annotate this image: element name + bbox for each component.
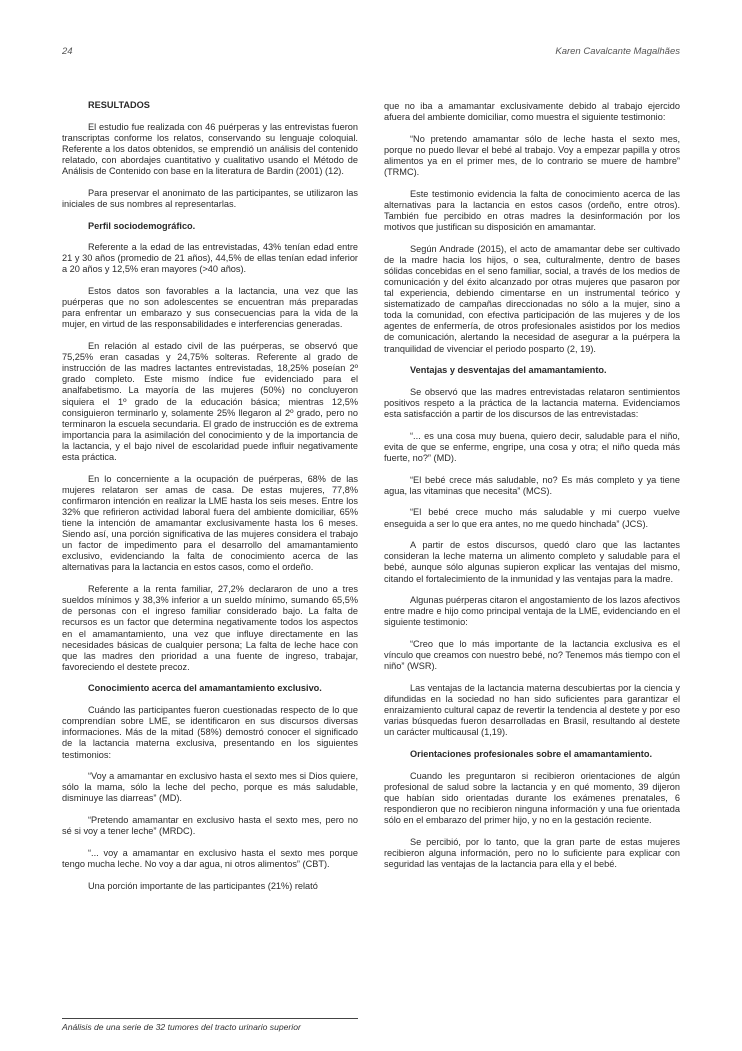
paragraph: Algunas puérperas citaron el angostamiento de los lazos afectivos entre madre e hijo como principal ventaja de la LME, evidenciando en el siguiente testimonio: <box>384 595 680 628</box>
paragraph: Referente a la edad de las entrevistadas, 43% tenían edad entre 21 y 30 años (promedio de 21 años), 44,5% de ellas tenían edad inferior a 20 años y 12,5% eran mayores (>40 años). <box>62 242 358 275</box>
paragraph: Para preservar el anonimato de las participantes, se utilizaron las iniciales de sus nombres al representarlas. <box>62 187 358 209</box>
paragraph: que no iba a amamantar exclusivamente debido al trabajo ejercido afuera del ambiente domiciliar, como muestra el siguiente testimonio: <box>384 101 680 123</box>
paragraph: Las ventajas de la lactancia materna descubiertas por la ciencia y difundidas en la sociedad no han sido suficientes para garantizar el enraizamiento cultural capaz de revertir la tendencia al destete y por eso varias búsquedas fueron desarrolladas en Brasil, resultando al destete un carácter multicausal (1,19). <box>384 682 680 738</box>
section-heading-resultados: RESULTADOS <box>88 100 150 110</box>
page-number: 24 <box>62 46 73 57</box>
paragraph: Se percibió, por lo tanto, que la gran parte de estas mujeres recibieron alguna información, pero no lo suficiente para explicar con seguridad las ventajas de la lactancia para ella y el bebé. <box>384 836 680 869</box>
footer-rule <box>62 1018 358 1019</box>
running-author: Karen Cavalcante Magalhães <box>555 46 680 57</box>
paragraph: A partir de estos discursos, quedó claro que las lactantes consideran la leche materna un alimento completo y saludable para el bebé, aunque sólo algunas supieron explicar las ventajas del mismo, citando el fortalecimiento de la inmunidad y las ventajas para la madre. <box>384 540 680 584</box>
paragraph: En lo concerniente a la ocupación de puérperas, 68% de las mujeres relataron ser amas de casa. De estas mujeres, 77,8% confirmaron intención en realizar la LME hasta los seis meses. Entre los 32% que refirieron actividad laboral fuera del ambiente domiciliar, 65% tiene la intención de amamantar exclusivamente hasta los 6 meses. Siendo así, una porción significativa de las mujeres considera el trabajo un factor de impedimento para el desarrollo del amamantamiento exclusivo, evidenciando la falta de conocimiento acerca de las alternativas para la lactancia en estos casos, como el ordeño. <box>62 473 358 573</box>
paragraph: Referente a la renta familiar, 27,2% declararon de uno a tres sueldos mínimos y 38,3% inferior a un sueldo mínimo, sumando 65,5% de personas con el ingreso familiar considerado bajo. La falta de recursos es un factor que determina negativamente todos los aspectos en el amamantamiento, una vez que influye directamente en las necesidades básicas de cualquier persona; La falta de leche hace con que las madres den prioridad a una fuente de ingreso, trabajar, favoreciendo el destete precoz. <box>62 584 358 672</box>
testimony-quote: “... es una cosa muy buena, quiero decir, saludable para el niño, evita de que se enferme, engripe, una cosa y otra; el niño queda más fuerte, no?” (MD). <box>384 430 680 463</box>
running-title: Análisis de una serie de 32 tumores del tracto urinario superior <box>62 1022 301 1032</box>
left-column <box>62 100 358 902</box>
right-column <box>384 101 680 881</box>
paragraph: Cuándo las participantes fueron cuestionadas respecto de lo que comprendían sobre LME, se identificaron en sus discursos diversas informaciones. Más de la mitad (58%) demostró conocer el significado de la lactancia materna exclusiva, presentando en los siguientes testimonios: <box>62 705 358 760</box>
testimony-quote: “Creo que lo más importante de la lactancia exclusiva es el vínculo que creamos con nuestro bebé, no? Tenemos más tiempo con el niño” (WSR). <box>384 639 680 672</box>
paragraph: En relación al estado civil de las puérperas, se observó que 75,25% eran casadas y 24,75% solteras. Referente al grado de instrucción de las madres lactantes entrevistadas, 18,25% poseían 2º grado completo. Este mismo índice fue evidenciado para el analfabetismo. La mayoría de las mujeres (50%) no concluyeron siquiera el 1º grado de la educación básica; mientras 12,5% consiguieron terminarlo y, solamente 25% llegaron al 2º grado, pero no terminaron la escuela secundaria. El grado de instrucción es de extrema importancia para la asimilación del conocimiento y de la importancia de la lactancia, y el bajo nivel de escolaridad puede influir negativamente esta práctica. <box>62 341 358 462</box>
paragraph: Se observó que las madres entrevistadas relataron sentimientos positivos respeto a la práctica de la lactancia materna. Evidenciamos esta satisfacción a partir de los discursos de las entrevistadas: <box>384 386 680 420</box>
section-heading-orientaciones: Orientaciones profesionales sobre el amamantamiento. <box>410 749 653 760</box>
testimony-quote: “... voy a amamantar en exclusivo hasta el sexto mes porque tengo mucha leche. No voy a dar agua, ni otros alimentos” (CBT). <box>62 847 358 869</box>
section-heading-perfil: Perfil sociodemográfico. <box>88 220 196 231</box>
testimony-quote: “Pretendo amamantar en exclusivo hasta el sexto mes, pero no sé si voy a tener leche” (MRDC). <box>62 815 358 837</box>
section-heading-conocimiento: Conocimiento acerca del amamantamiento exclusivo. <box>88 683 322 694</box>
paragraph: Estos datos son favorables a la lactancia, una vez que las puérperas que no son adolescentes se encuentran más preparadas para enfrentar un embarazo y sus consecuencias para la vida de la mujer, en virtud de las responsabilidades e interferencias generadas. <box>62 286 358 330</box>
section-heading-ventajas: Ventajas y desventajas del amamantamiento. <box>410 365 607 376</box>
paragraph: Según Andrade (2015), el acto de amamantar debe ser cultivado de la madre hacia los hijos, o sea, culturalmente, dentro de bases sólidas concebidas en el seno familiar, social, a través de los medios de comunicación y del éxito alcanzado por otras mujeres que pasaron por tal experiencia, debiendo cimentarse en un instrumental teórico y sistematizado de campañas direccionadas no sólo a la mujer, sino a toda la comunidad, con efectiva participación de las mujeres y de los agentes de enfermería, de otros profesionales asistidos por los medios de comunicación, alertando la necesidad de asegurar a la puérpera la tranquilidad de vivenciar el periodo posparto (2, 19). <box>384 243 680 354</box>
paragraph: El estudio fue realizada con 46 puérperas y las entrevistas fueron transcriptas conforme los relatos, conservando su lenguaje coloquial. Referente a los datos obtenidos, se emprendió un análisis del contenido relatado, con abordajes cuantitativo y cualitativo usando el Método de Análisis de Contenido con base en la literatura de Bardin (2001) (12). <box>62 121 358 177</box>
testimony-quote: “Voy a amamantar en exclusivo hasta el sexto mes si Dios quiere, sólo la mama, sólo la leche del pecho, porque es más saludable, disminuye las diarreas” (MD). <box>62 771 358 804</box>
testimony-quote: “No pretendo amamantar sólo de leche hasta el sexto mes, porque no puedo llevar el bebé al trabajo. Voy a empezar papilla y otros alimentos ya en el primer mes, de lo contrario se muere de hambre” (TRMC). <box>384 133 680 178</box>
paragraph: Cuando les preguntaron si recibieron orientaciones de algún profesional de salud sobre la lactancia y en qué momento, 39 dijeron que habían sido orientadas durante los exámenes prenatales, 6 respondieron que no recibieron ninguna información y una fue orientada sólo en el embarazo del primer hijo, y no en la gestación reciente. <box>384 770 680 826</box>
testimony-quote: “El bebé crece mucho más saludable y mi cuerpo vuelve enseguida a ser lo que era antes, no me quedo hinchada” (JCS). <box>384 507 680 529</box>
paragraph: Este testimonio evidencia la falta de conocimiento acerca de las alternativas para la lactancia en estos casos (ordeño, entre otros). También fue percibido en otras madres la desinformación por los motivos que justifican su disposición en amamantar. <box>384 188 680 233</box>
paragraph: Una porción importante de las participantes (21%) relató <box>88 880 318 891</box>
testimony-quote: “El bebé crece más saludable, no? Es más completo y ya tiene agua, las vitaminas que necesita” (MCS). <box>384 474 680 496</box>
